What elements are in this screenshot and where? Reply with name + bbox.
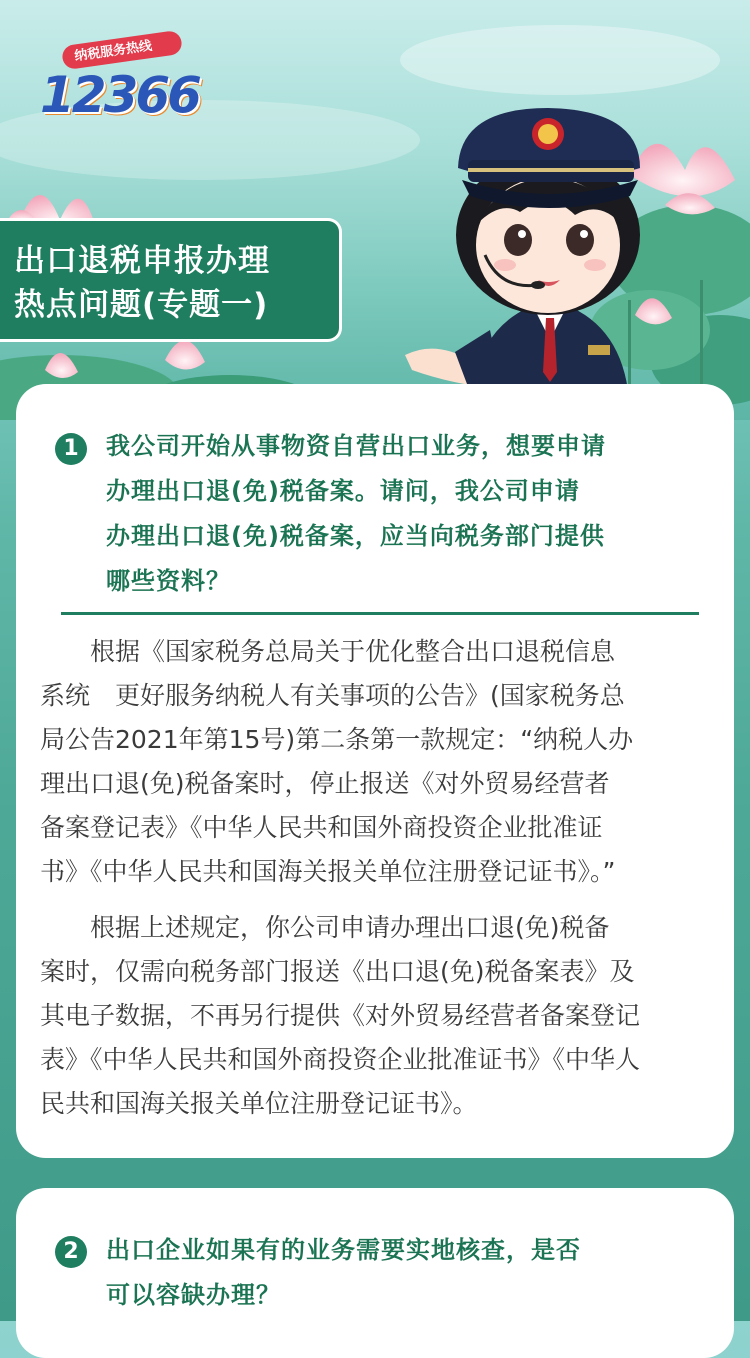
question-line: 办理出口退(免)税备案，应当向税务部门提供	[106, 522, 605, 550]
answer-1	[40, 630, 710, 1126]
question-line: 我公司开始从事物资自营出口业务，想要申请	[106, 432, 606, 460]
answer-line: 根据上述规定，你公司申请办理出口退(免)税备	[40, 913, 610, 942]
question-number-badge: 2	[55, 1236, 87, 1268]
hotline-logo	[40, 32, 200, 132]
answer-line: 系统 更好服务纳税人有关事项的公告》(国家税务总	[40, 681, 625, 710]
hotline-badge-text: 纳税服务热线	[73, 38, 153, 65]
question-number-badge: 1	[55, 433, 87, 465]
hero-banner	[0, 0, 750, 420]
hotline-number: 12366	[40, 66, 199, 124]
question-line: 出口企业如果有的业务需要实地核查，是否	[106, 1236, 581, 1264]
answer-line: 表》《中华人民共和国外商投资企业批准证书》《中华人	[40, 1045, 641, 1074]
answer-line: 理出口退(免)税备案时，停止报送《对外贸易经营者	[40, 769, 610, 798]
question-line: 办理出口退(免)税备案。请问，我公司申请	[106, 477, 580, 505]
question-line: 哪些资料？	[106, 567, 231, 595]
topic-title-line-1: 出口退税申报办理	[14, 243, 270, 279]
answer-line: 书》《中华人民共和国海关报关单位注册登记证书》。”	[40, 857, 616, 886]
topic-title-box	[0, 218, 342, 342]
tax-officer-character	[405, 108, 640, 420]
answer-line: 案时，仅需向税务部门报送《出口退(免)税备案表》及	[40, 957, 635, 986]
topic-title-line-2: 热点问题(专题一)	[14, 287, 269, 323]
question-line: 可以容缺办理？	[106, 1281, 281, 1309]
answer-line: 民共和国海关报关单位注册登记证书》。	[40, 1089, 478, 1118]
qa-card-1	[16, 384, 734, 1158]
answer-line: 其电子数据，不再另行提供《对外贸易经营者备案登记	[40, 1001, 641, 1030]
question-1	[106, 424, 606, 604]
qa-card-2	[16, 1188, 734, 1358]
divider-line	[61, 612, 699, 615]
answer-line: 局公告2021年第15号)第二条第一款规定：“纳税人办	[40, 725, 634, 754]
answer-line: 根据《国家税务总局关于优化整合出口退税信息	[40, 637, 616, 666]
question-2	[106, 1228, 581, 1318]
answer-line: 备案登记表》《中华人民共和国外商投资企业批准证	[40, 813, 603, 842]
